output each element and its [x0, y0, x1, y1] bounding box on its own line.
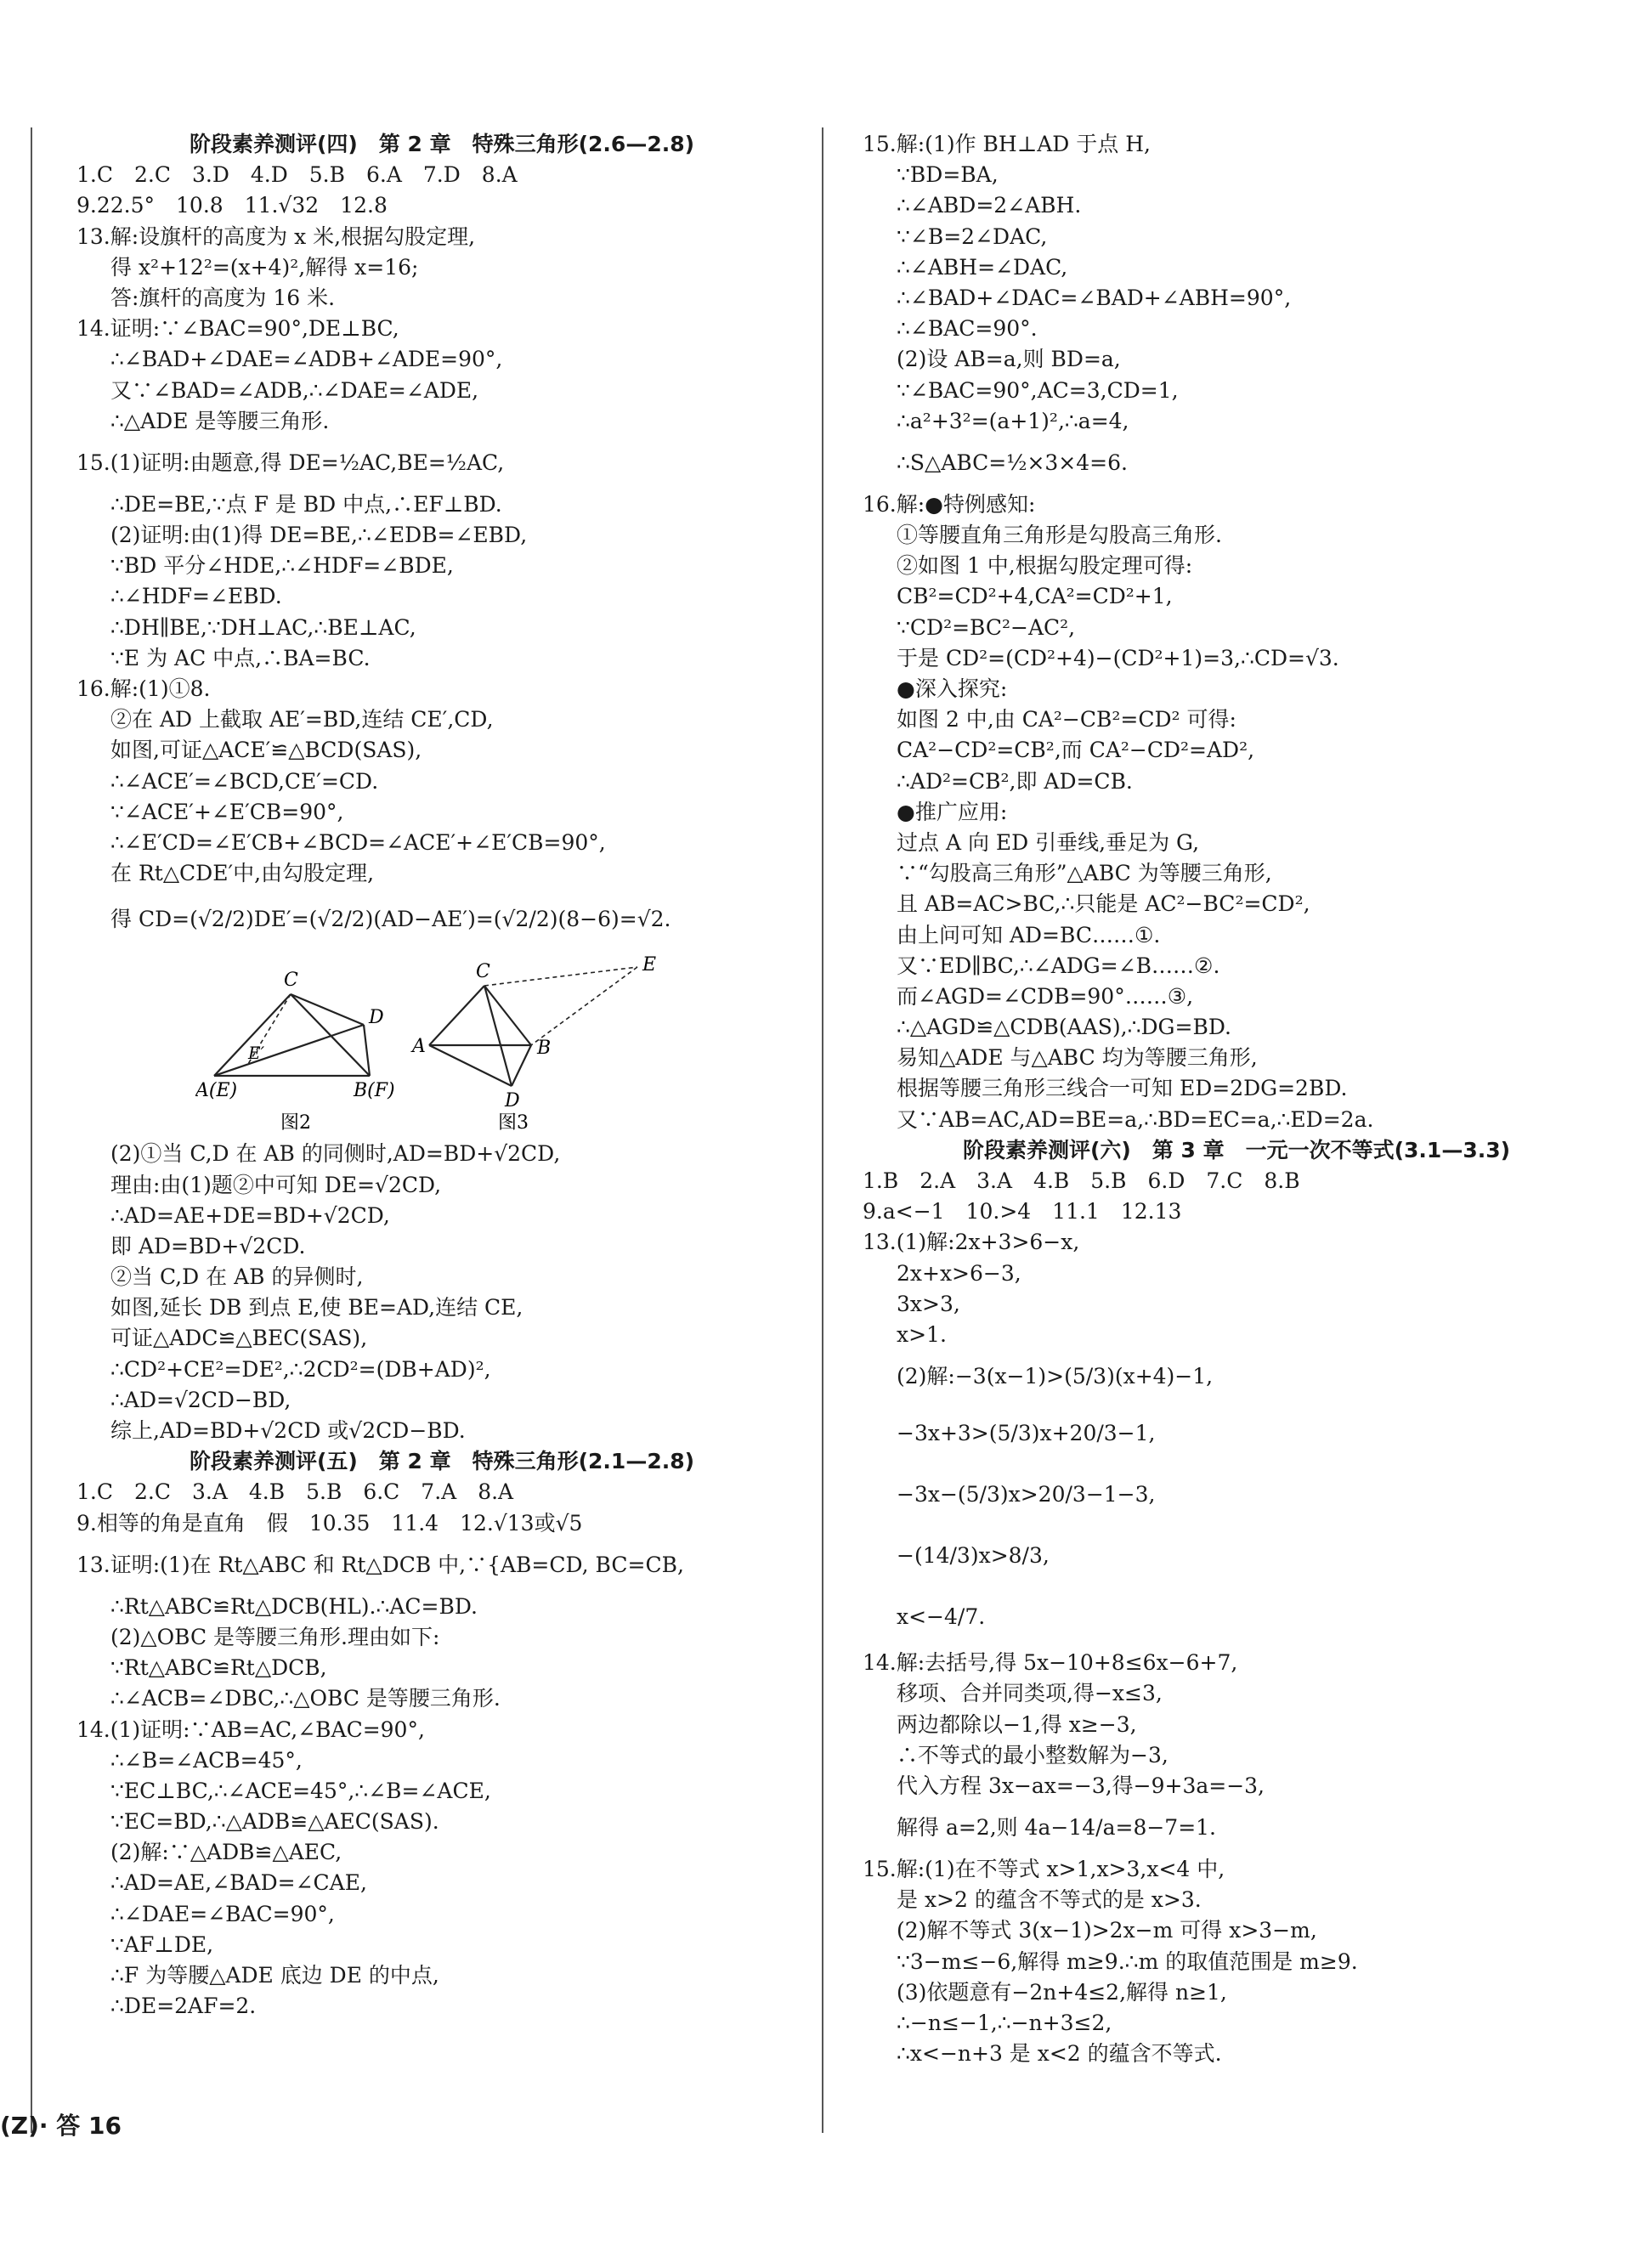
text-line: ∴x<−n+3 是 x<2 的蕴含不等式.	[897, 2041, 1222, 2067]
text-line: ∵∠BAC=90°,AC=3,CD=1,	[897, 377, 1179, 403]
fig3-label-d: D	[505, 1090, 520, 1112]
text-line: 综上,AD=BD+√2CD 或√2CD−BD.	[110, 1418, 466, 1443]
text-line: ∴∠ACE′=∠BCD,CE′=CD.	[110, 768, 379, 794]
text-line: (2)解:∵△ADB≌△AEC,	[110, 1840, 342, 1865]
text-line: 9.22.5° 10.8 11.√32 12.8	[76, 193, 388, 218]
text-line: 代入方程 3x−ax=−3,得−9+3a=−3,	[897, 1773, 1265, 1798]
text-line: ●深入探究:	[897, 676, 1008, 701]
fig3-label-c: C	[476, 961, 490, 983]
right-column	[863, 129, 1610, 2069]
text-line: 13.解:设旗杆的高度为 x 米,根据勾股定理,	[76, 223, 476, 249]
text-line: ∵∠B=2∠DAC,	[897, 223, 1048, 249]
text-line: 1.C 2.C 3.A 4.B 5.B 6.C 7.A 8.A	[76, 1479, 514, 1505]
text-line: ∵3−m≤−6,解得 m≥9.∴m 的取值范围是 m≥9.	[897, 1948, 1358, 1974]
text-line: ∵∠ACE′+∠E′CB=90°,	[110, 799, 344, 824]
text-line: 在 Rt△CDE′中,由勾股定理,	[110, 861, 375, 886]
text-line: 于是 CD²=(CD²+4)−(CD²+1)=3,∴CD=√3.	[897, 645, 1339, 670]
text-line: ∴∠DAE=∠BAC=90°,	[110, 1901, 335, 1926]
text-line: ②当 C,D 在 AB 的异侧时,	[110, 1264, 364, 1290]
figure-3	[410, 954, 656, 1134]
text-line: ∴∠HDF=∠EBD.	[110, 584, 282, 609]
text-line: 如图 2 中,由 CA²−CB²=CD² 可得:	[897, 707, 1236, 732]
text-line: ②在 AD 上截取 AE′=BD,连结 CE′,CD,	[110, 707, 494, 732]
text-line: ∴AD=AE,∠BAD=∠CAE,	[110, 1870, 367, 1896]
text-line: 13.(1)解:2x+3>6−x,	[863, 1230, 1080, 1255]
text-line: 16.解:(1)①8.	[76, 676, 211, 701]
text-line: 是 x>2 的蕴含不等式的是 x>3.	[897, 1887, 1202, 1913]
text-line: −3x+3>(5/3)x+20/3−1,	[897, 1421, 1156, 1446]
text-line: ∵BD=BA,	[897, 162, 999, 188]
text-line: 移项、合并同类项,得−x≤3,	[897, 1681, 1163, 1706]
text-line: ∴∠BAD+∠DAC=∠BAD+∠ABH=90°,	[897, 285, 1292, 310]
text-line: ∴∠ABD=2∠ABH.	[897, 193, 1082, 218]
text-line: 即 AD=BD+√2CD.	[110, 1233, 306, 1258]
text-line: 可证△ADC≌△BEC(SAS),	[110, 1326, 368, 1351]
text-line: ∴DE=BE,∵点 F 是 BD 中点,∴EF⊥BD.	[110, 491, 502, 517]
text-line: 14.证明:∵∠BAC=90°,DE⊥BC,	[76, 316, 399, 342]
text-line: 且 AB=AC>BC,∴只能是 AC²−BC²=CD²,	[897, 891, 1310, 917]
text-line: 9.a<−1 10.>4 11.1 12.13	[863, 1199, 1182, 1224]
section-heading: 阶段素养测评(六) 第 3 章 一元一次不等式(3.1—3.3)	[962, 1137, 1511, 1162]
text-line: 14.(1)证明:∵AB=AC,∠BAC=90°,	[76, 1717, 425, 1742]
text-line: ①等腰直角三角形是勾股高三角形.	[897, 523, 1222, 548]
text-line: ∴∠ACB=∠DBC,∴△OBC 是等腰三角形.	[110, 1686, 501, 1711]
text-line: ●推广应用:	[897, 799, 1008, 824]
text-line: ∴∠ABH=∠DAC,	[897, 254, 1068, 280]
text-line: 解得 a=2,则 4a−14/a=8−7=1.	[897, 1815, 1217, 1841]
text-line: x<−4/7.	[897, 1604, 986, 1630]
right-column-lines	[863, 129, 1610, 2069]
text-line: 而∠AGD=∠CDB=90°……③,	[897, 983, 1194, 1009]
text-line: 又∵∠BAD=∠ADB,∴∠DAE=∠ADE,	[110, 377, 479, 403]
text-line: ∴DH∥BE,∵DH⊥AC,∴BE⊥AC,	[110, 614, 416, 640]
text-line: ∴F 为等腰△ADE 底边 DE 的中点,	[110, 1963, 439, 1988]
fig2-label-d: D	[369, 1007, 384, 1029]
text-line: (2)△OBC 是等腰三角形.理由如下:	[110, 1624, 440, 1649]
text-line: (2)解:−3(x−1)>(5/3)(x+4)−1,	[897, 1364, 1214, 1389]
text-line: CA²−CD²=CB²,而 CA²−CD²=AD²,	[897, 738, 1255, 763]
fig2-label-c: C	[284, 970, 298, 992]
fig2-label-e: E′	[248, 1043, 265, 1064]
text-line: (2)证明:由(1)得 DE=BE,∴∠EDB=∠EBD,	[110, 523, 528, 548]
text-line: ∴不等式的最小整数解为−3,	[897, 1742, 1169, 1767]
text-line: ∴AD=√2CD−BD,	[110, 1387, 291, 1412]
text-line: (3)依题意有−2n+4≤2,解得 n≥1,	[897, 1979, 1227, 2005]
left-column	[76, 129, 807, 2022]
text-line: ∴AD=AE+DE=BD+√2CD,	[110, 1202, 390, 1228]
text-line: 14.解:去括号,得 5x−10+8≤6x−6+7,	[863, 1650, 1238, 1676]
text-line: 1.B 2.A 3.A 4.B 5.B 6.D 7.C 8.B	[863, 1168, 1300, 1193]
fig3-caption: 图3	[498, 1112, 529, 1134]
text-line: 如图,可证△ACE′≌△BCD(SAS),	[110, 738, 422, 763]
fig3-label-a: A	[412, 1036, 426, 1058]
text-line: 过点 A 向 ED 引垂线,垂足为 G,	[897, 829, 1200, 855]
text-line: ∴∠B=∠ACB=45°,	[110, 1747, 303, 1773]
text-line: 根据等腰三角形三线合一可知 ED=2DG=2BD.	[897, 1076, 1348, 1101]
text-line: ∴S△ABC=½×3×4=6.	[897, 450, 1128, 475]
text-line: 如图,延长 DB 到点 E,使 BE=AD,连结 CE,	[110, 1295, 523, 1321]
text-line: (2)设 AB=a,则 BD=a,	[897, 347, 1121, 372]
text-line: 13.证明:(1)在 Rt△ABC 和 Rt△DCB 中,∵{AB=CD, BC=CB,	[76, 1552, 684, 1577]
text-line: ∵Rt△ABC≌Rt△DCB,	[110, 1655, 327, 1681]
text-line: ∴DE=2AF=2.	[110, 1994, 257, 2019]
text-line: 9.相等的角是直角 假 10.35 11.4 12.√13或√5	[76, 1510, 583, 1536]
text-line: 3x>3,	[897, 1291, 960, 1316]
left-column-part-b	[76, 1139, 807, 2022]
text-line: ∴△ADE 是等腰三角形.	[110, 408, 330, 433]
figures-row	[195, 950, 807, 1139]
text-line: (2)解不等式 3(x−1)>2x−m 可得 x>3−m,	[897, 1918, 1317, 1943]
text-line: 答:旗杆的高度为 16 米.	[110, 285, 336, 310]
text-line: 15.解:(1)作 BH⊥AD 于点 H,	[863, 132, 1151, 156]
text-line: CB²=CD²+4,CA²=CD²+1,	[897, 584, 1173, 609]
text-line: 得 CD=(√2/2)DE′=(√2/2)(AD−AE′)=(√2/2)(8−6)=√2.	[110, 907, 671, 932]
text-line: ∵“勾股高三角形”△ABC 为等腰三角形,	[897, 861, 1272, 886]
text-line: 易知△ADE 与△ABC 均为等腰三角形,	[897, 1045, 1258, 1071]
text-line: 由上问可知 AD=BC……①.	[897, 922, 1161, 947]
left-margin-rule	[31, 127, 32, 2133]
text-line: ∵CD²=BC²−AC²,	[897, 614, 1076, 640]
text-line: ∴△AGD≌△CDB(AAS),∴DG=BD.	[897, 1015, 1231, 1040]
text-line: ∵AF⊥DE,	[110, 1931, 214, 1957]
text-line: ∴CD²+CE²=DE²,∴2CD²=(DB+AD)²,	[110, 1356, 491, 1382]
text-line: 2x+x>6−3,	[897, 1260, 1021, 1286]
text-line: 16.解:●特例感知:	[863, 491, 1036, 517]
text-line: 又∵ED∥BC,∴∠ADG=∠B……②.	[897, 953, 1220, 978]
text-line: ∵BD 平分∠HDE,∴∠HDF=∠BDE,	[110, 553, 454, 579]
text-line: −(14/3)x>8/3,	[897, 1543, 1050, 1569]
page-footer: (Z)· 答 16	[0, 2112, 122, 2140]
left-column-part-a	[76, 129, 807, 950]
text-line: ∴∠BAD+∠DAE=∠ADB+∠ADE=90°,	[110, 347, 503, 372]
geometry-figures	[195, 950, 671, 1139]
text-line: ∴−n≤−1,∴−n+3≤2,	[897, 2011, 1112, 2035]
text-line: ∴Rt△ABC≌Rt△DCB(HL).∴AC=BD.	[110, 1593, 478, 1619]
text-line: ∵E 为 AC 中点,∴BA=BC.	[110, 645, 371, 670]
text-line: −3x−(5/3)x>20/3−1−3,	[897, 1482, 1156, 1507]
fig3-label-b: B	[537, 1038, 552, 1060]
fig2-caption: 图2	[280, 1112, 311, 1134]
text-line: (2)①当 C,D 在 AB 的同侧时,AD=BD+√2CD,	[110, 1141, 561, 1167]
text-line: x>1.	[897, 1321, 947, 1347]
fig2-label-b: B(F)	[354, 1080, 395, 1102]
text-line: ∵EC⊥BC,∴∠ACE=45°,∴∠B=∠ACE,	[110, 1778, 491, 1803]
text-line: 两边都除以−1,得 x≥−3,	[897, 1711, 1137, 1737]
text-line: 1.C 2.C 3.D 4.D 5.B 6.A 7.D 8.A	[76, 162, 518, 188]
figure-2	[195, 970, 395, 1134]
text-line: ②如图 1 中,根据勾股定理可得:	[897, 553, 1193, 579]
fig3-label-e: E	[642, 954, 657, 976]
section-heading: 阶段素养测评(四) 第 2 章 特殊三角形(2.6—2.8)	[189, 132, 695, 156]
fig2-label-a: A(E)	[195, 1080, 238, 1102]
text-line: ∴∠BAC=90°.	[897, 316, 1038, 342]
text-line: ∵EC=BD,∴△ADB≌△AEC(SAS).	[110, 1809, 439, 1835]
text-line: 理由:由(1)题②中可知 DE=√2CD,	[110, 1172, 442, 1197]
text-line: ∴∠E′CD=∠E′CB+∠BCD=∠ACE′+∠E′CB=90°,	[110, 829, 606, 855]
text-line: ∴a²+3²=(a+1)²,∴a=4,	[897, 408, 1129, 433]
section-heading: 阶段素养测评(五) 第 2 章 特殊三角形(2.1—2.8)	[189, 1449, 695, 1474]
text-line: 得 x²+12²=(x+4)²,解得 x=16;	[110, 254, 419, 280]
text-line: 又∵AB=AC,AD=BE=a,∴BD=EC=a,∴ED=2a.	[897, 1106, 1374, 1132]
text-line: 15.(1)证明:由题意,得 DE=½AC,BE=½AC,	[76, 450, 505, 475]
text-line: 15.解:(1)在不等式 x>1,x>3,x<4 中,	[863, 1857, 1225, 1882]
column-divider	[822, 127, 823, 2133]
text-line: ∴AD²=CB²,即 AD=CB.	[897, 768, 1133, 794]
